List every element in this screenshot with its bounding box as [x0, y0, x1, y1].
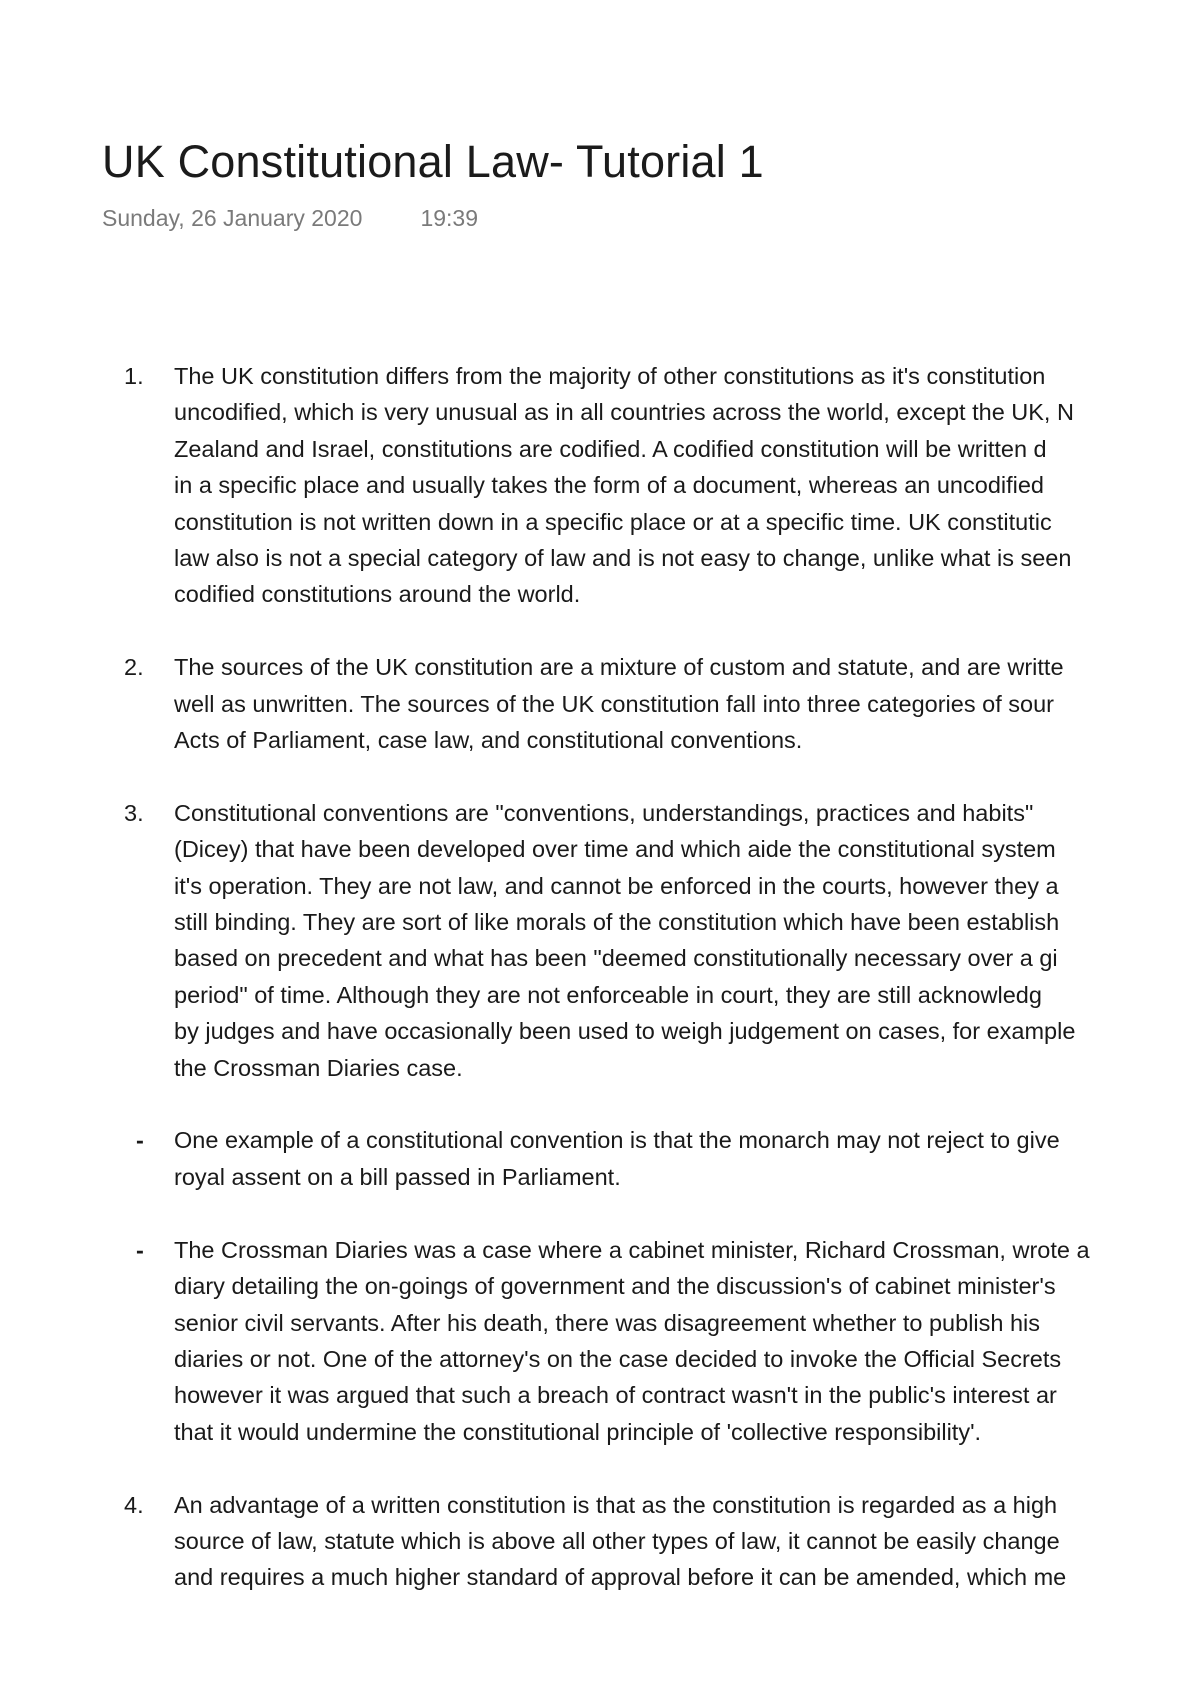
- text-line: (Dicey) that have been developed over time and which aide the constitutional system: [174, 836, 1056, 863]
- text-line: uncodified, which is very unusual as in all countries across the world, except the UK, N: [174, 399, 1074, 426]
- list-bullet: -: [136, 1127, 144, 1154]
- numbered-list-item: [0, 649, 1200, 758]
- list-number: 4.: [124, 1491, 144, 1518]
- list-number: 3.: [124, 799, 144, 826]
- text-line: senior civil servants. After his death, there was disagreement whether to publish his: [174, 1309, 1041, 1336]
- list-item-text: [174, 1122, 1200, 1195]
- bullet-list-item: [0, 1122, 1200, 1195]
- list-item-text: [174, 1487, 1200, 1596]
- list-bullet: -: [136, 1236, 144, 1263]
- text-line: source of law, statute which is above all other types of law, it cannot be easily change: [174, 1527, 1060, 1554]
- text-line: Zealand and Israel, constitutions are codified. A codified constitution will be written d: [174, 435, 1047, 462]
- numbered-list-item: [0, 358, 1200, 613]
- text-line: and requires a much higher standard of approval before it can be amended, which me: [174, 1564, 1067, 1591]
- list-item-text: [174, 1232, 1200, 1450]
- bullet-list-item: [0, 1232, 1200, 1450]
- text-line: diary detailing the on-goings of government and the discussion's of cabinet minister's: [174, 1273, 1056, 1300]
- text-line: that it would undermine the constitutional principle of 'collective responsibility'.: [174, 1418, 982, 1445]
- text-line: constitution is not written down in a specific place or at a specific time. UK constitutic: [174, 508, 1052, 535]
- page-title: UK Constitutional Law- Tutorial 1: [102, 136, 764, 187]
- text-line: well as unwritten. The sources of the UK constitution fall into three categories of sour: [174, 690, 1054, 717]
- paragraph-spacer: [0, 613, 1200, 649]
- text-line: The UK constitution differs from the majority of other constitutions as it's constitution: [174, 363, 1046, 389]
- text-line: codified constitutions around the world.: [174, 581, 581, 608]
- text-line: The sources of the UK constitution are a mixture of custom and statute, and are writte: [174, 654, 1064, 681]
- text-line: in a specific place and usually takes the form of a document, whereas an uncodified: [174, 472, 1045, 499]
- paragraph-spacer: [0, 1086, 1200, 1122]
- paragraph-spacer: [0, 1195, 1200, 1231]
- text-line: The Crossman Diaries was a case where a cabinet minister, Richard Crossman, wrote a: [174, 1236, 1090, 1263]
- note-timestamp: [102, 205, 478, 232]
- text-line: An advantage of a written constitution is that as the constitution is regarded as a high: [174, 1491, 1058, 1518]
- note-date: Sunday, 26 January 2020: [102, 205, 363, 231]
- text-line: law also is not a special category of law and is not easy to change, unlike what is seen: [174, 545, 1072, 572]
- paragraph-spacer: [0, 758, 1200, 794]
- note-time: 19:39: [420, 205, 478, 231]
- numbered-list-item: [0, 795, 1200, 1086]
- list-number: 1.: [124, 363, 144, 389]
- text-line: One example of a constitutional convention is that the monarch may not reject to give: [174, 1127, 1060, 1154]
- text-line: Constitutional conventions are "conventions, understandings, practices and habits": [174, 799, 1034, 826]
- text-line: by judges and have occasionally been used to weigh judgement on cases, for example: [174, 1018, 1076, 1045]
- text-line: Acts of Parliament, case law, and constitutional conventions.: [174, 727, 803, 754]
- text-line: it's operation. They are not law, and cannot be enforced in the courts, however they a: [174, 872, 1059, 899]
- text-line: royal assent on a bill passed in Parliament.: [174, 1163, 621, 1190]
- paragraph-spacer: [0, 1450, 1200, 1486]
- list-item-text: [174, 649, 1200, 758]
- text-line: the Crossman Diaries case.: [174, 1054, 463, 1081]
- list-item-text: [174, 358, 1200, 613]
- note-body: [0, 358, 1200, 1596]
- text-line: still binding. They are sort of like morals of the constitution which have been establish: [174, 909, 1060, 936]
- text-line: however it was argued that such a breach of contract wasn't in the public's interest ar: [174, 1382, 1057, 1409]
- text-line: diaries or not. One of the attorney's on the case decided to invoke the Official Secrets: [174, 1345, 1062, 1372]
- list-number: 2.: [124, 654, 144, 681]
- text-line: based on precedent and what has been "deemed constitutionally necessary over a gi: [174, 945, 1058, 972]
- numbered-list-item: [0, 1487, 1200, 1596]
- text-line: period" of time. Although they are not enforceable in court, they are still acknowledg: [174, 981, 1042, 1008]
- list-item-text: [174, 795, 1200, 1086]
